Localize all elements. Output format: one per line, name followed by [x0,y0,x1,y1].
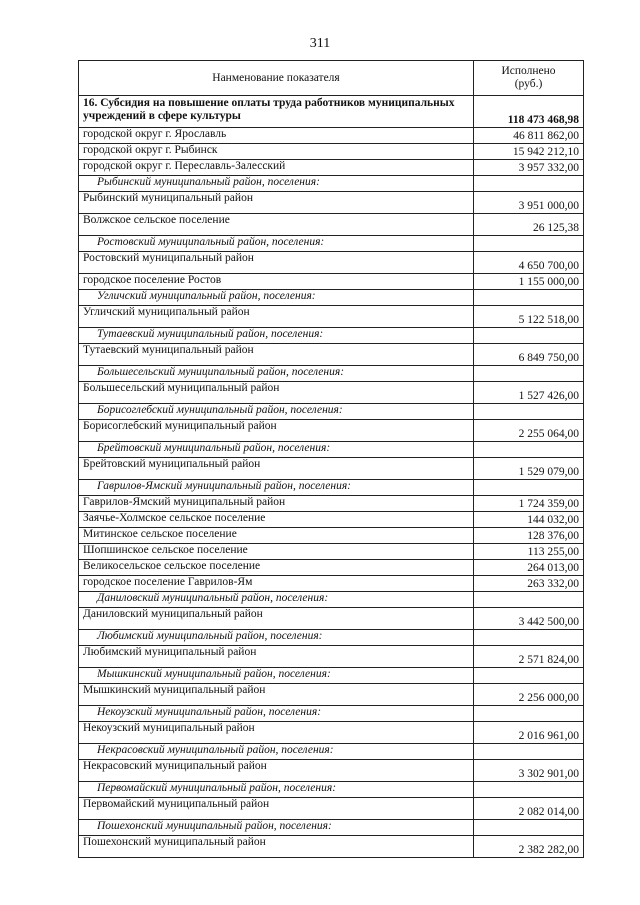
row-value-empty [474,744,584,760]
row-value: 1 529 079,00 [474,458,584,480]
row-value: 3 302 901,00 [474,760,584,782]
table-row [79,160,584,176]
table-row [79,214,584,236]
row-name: Пошехонский муниципальный район [79,836,474,858]
table-row [79,528,584,544]
page-number: 311 [309,36,331,51]
row-value-empty [474,404,584,420]
row-value: 2 571 824,00 [474,646,584,668]
district-heading: Некрасовский муниципальный район, поселения: [79,744,474,760]
row-value: 3 957 332,00 [474,160,584,176]
row-name: Шопшинское сельское поселение [79,544,474,560]
header-value-line1: Исполнено [501,65,556,77]
row-name: Большесельский муниципальный район [79,382,474,404]
district-heading-row [79,366,584,382]
row-value-empty [474,236,584,252]
table-row [79,512,584,528]
section-total: 118 473 468,98 [474,96,584,128]
district-heading: Брейтовский муниципальный район, поселения: [79,442,474,458]
row-value-empty [474,668,584,684]
row-name: городской округ г. Ярославль [79,128,474,144]
row-name: Угличский муниципальный район [79,306,474,328]
header-value [474,61,584,96]
row-value: 1 724 359,00 [474,496,584,512]
row-name: городской округ г. Рыбинск [79,144,474,160]
row-value-empty [474,480,584,496]
district-heading-row [79,706,584,722]
table-row [79,192,584,214]
district-heading: Угличский муниципальный район, поселения: [79,290,474,306]
row-name: Заячье-Холмское сельское поселение [79,512,474,528]
district-heading-row [79,442,584,458]
row-value: 4 650 700,00 [474,252,584,274]
table-row [79,836,584,858]
row-name: городской округ г. Переславль-Залесский [79,160,474,176]
table-row [79,144,584,160]
table-row [79,646,584,668]
row-value: 5 122 518,00 [474,306,584,328]
row-name: Волжское сельское поселение [79,214,474,236]
row-name: Великосельское сельское поселение [79,560,474,576]
row-value: 2 382 282,00 [474,836,584,858]
row-name: Любимский муниципальный район [79,646,474,668]
row-name: Брейтовский муниципальный район [79,458,474,480]
district-heading-row [79,328,584,344]
row-value: 15 942 212,10 [474,144,584,160]
row-value-empty [474,442,584,458]
row-name: Борисоглебский муниципальный район [79,420,474,442]
table-header-row [79,61,584,96]
district-heading-row [79,176,584,192]
row-value: 144 032,00 [474,512,584,528]
row-name: Первомайский муниципальный район [79,798,474,820]
district-heading: Первомайский муниципальный район, поселения: [79,782,474,798]
table-row [79,560,584,576]
row-value-empty [474,706,584,722]
district-heading: Пошехонский муниципальный район, поселения: [79,820,474,836]
row-name: Ростовский муниципальный район [79,252,474,274]
row-name: Мышкинский муниципальный район [79,684,474,706]
row-value-empty [474,290,584,306]
row-value-empty [474,630,584,646]
row-value: 6 849 750,00 [474,344,584,366]
row-value: 1 527 426,00 [474,382,584,404]
header-name: Нанменование показателя [79,61,474,96]
table-row [79,458,584,480]
district-heading: Тутаевский муниципальный район, поселения: [79,328,474,344]
table-row [79,252,584,274]
row-name: Некрасовский муниципальный район [79,760,474,782]
district-heading: Любимский муниципальный район, поселения: [79,630,474,646]
table-row [79,576,584,592]
district-heading-row [79,782,584,798]
row-value: 2 016 961,00 [474,722,584,744]
table-row [79,382,584,404]
row-value-empty [474,820,584,836]
district-heading-row [79,290,584,306]
district-heading: Борисоглебский муниципальный район, поселения: [79,404,474,420]
row-value-empty [474,328,584,344]
table-row [79,544,584,560]
row-value-empty [474,366,584,382]
row-value-empty [474,592,584,608]
row-value: 46 811 862,00 [474,128,584,144]
table-row [79,496,584,512]
district-heading: Некоузский муниципальный район, поселения: [79,706,474,722]
table-row [79,128,584,144]
row-value: 113 255,00 [474,544,584,560]
table-row [79,420,584,442]
district-heading-row [79,592,584,608]
section-title-row [79,96,584,128]
district-heading: Большесельский муниципальный район, поселения: [79,366,474,382]
table-row [79,722,584,744]
row-name: Некоузский муниципальный район [79,722,474,744]
table-row [79,608,584,630]
district-heading-row [79,404,584,420]
district-heading: Ростовский муниципальный район, поселения: [79,236,474,252]
district-heading: Даниловский муниципальный район, поселения: [79,592,474,608]
row-value: 26 125,38 [474,214,584,236]
table-row [79,274,584,290]
report-table [78,60,584,858]
row-name: Даниловский муниципальный район [79,608,474,630]
row-value: 3 951 000,00 [474,192,584,214]
district-heading-row [79,820,584,836]
row-value: 2 082 014,00 [474,798,584,820]
row-name: Гаврилов-Ямский муниципальный район [79,496,474,512]
row-value: 3 442 500,00 [474,608,584,630]
district-heading-row [79,630,584,646]
row-value: 128 376,00 [474,528,584,544]
district-heading: Гаврилов-Ямский муниципальный район, поселения: [79,480,474,496]
section-title: 16. Субсидия на повышение оплаты труда работников муниципальных учреждений в сфере культуры [79,96,474,128]
row-name: городское поселение Гаврилов-Ям [79,576,474,592]
district-heading-row [79,744,584,760]
table-row [79,344,584,366]
table-body [79,96,584,858]
row-name: городское поселение Ростов [79,274,474,290]
table-row [79,306,584,328]
table-row [79,684,584,706]
row-value-empty [474,782,584,798]
row-value: 263 332,00 [474,576,584,592]
row-value: 2 255 064,00 [474,420,584,442]
district-heading-row [79,668,584,684]
header-value-line2: (руб.) [514,78,543,90]
row-value: 1 155 000,00 [474,274,584,290]
district-heading-row [79,236,584,252]
district-heading-row [79,480,584,496]
row-value-empty [474,176,584,192]
district-heading: Рыбинский муниципальный район, поселения: [79,176,474,192]
row-name: Рыбинский муниципальный район [79,192,474,214]
district-heading: Мышкинский муниципальный район, поселения: [79,668,474,684]
row-value: 2 256 000,00 [474,684,584,706]
row-name: Митинское сельское поселение [79,528,474,544]
table-row [79,798,584,820]
row-name: Тутаевский муниципальный район [79,344,474,366]
row-value: 264 013,00 [474,560,584,576]
table-row [79,760,584,782]
